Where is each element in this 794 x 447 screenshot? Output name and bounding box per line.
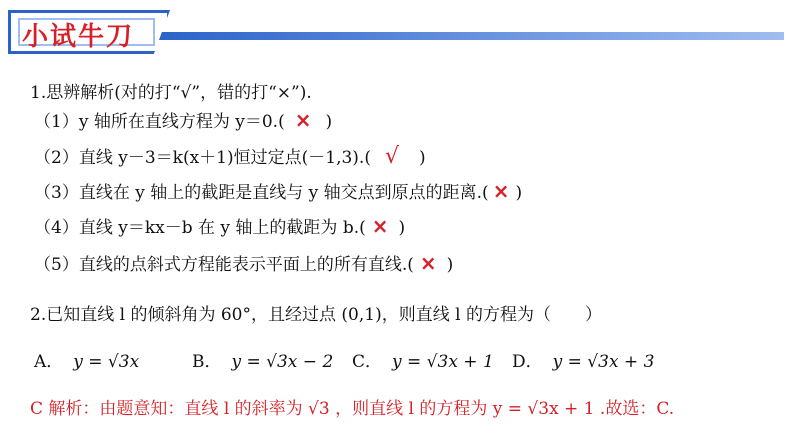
option-expression: y = √3x + 3 xyxy=(552,352,655,372)
check-mark: √ xyxy=(384,144,399,169)
option-label: D． xyxy=(512,352,543,372)
cross-mark: × xyxy=(492,179,510,203)
item-number: （3） xyxy=(34,183,79,203)
item-paren-close: ) xyxy=(446,255,454,275)
item-text: 直线在 y 轴上的截距是直线与 y 轴交点到原点的距离.( xyxy=(78,183,489,203)
question-1-item-4 xyxy=(34,213,405,238)
item-number: （4） xyxy=(34,218,79,238)
question-2-stem: 2.已知直线 l 的倾斜角为 60°，且经过点 (0,1)，则直线 l 的方程为（ ） xyxy=(30,305,602,325)
item-number: （2） xyxy=(34,148,79,168)
item-text: 直线 y－3＝k(x＋1)恒过定点(－1,3).( xyxy=(78,148,371,168)
option-b xyxy=(192,347,333,372)
option-expression: y = √3x xyxy=(73,352,140,372)
option-a xyxy=(34,347,139,372)
item-paren-close: ) xyxy=(325,112,333,132)
item-text: y 轴所在直线方程为 y＝0.( xyxy=(78,112,285,132)
item-number: （5） xyxy=(34,255,79,275)
item-paren-close: ) xyxy=(398,218,406,238)
item-text: 直线的点斜式方程能表示平面上的所有直线.( xyxy=(78,255,414,275)
question-1-item-3 xyxy=(34,178,522,203)
cross-mark: × xyxy=(371,214,389,238)
banner-stripe xyxy=(150,32,784,40)
option-label: C． xyxy=(352,352,383,372)
item-paren-close: ) xyxy=(419,148,426,168)
option-c xyxy=(352,347,494,372)
section-title: 小试牛刀 xyxy=(22,22,135,52)
question-1-item-5 xyxy=(34,250,453,275)
section-banner xyxy=(0,10,794,58)
cross-mark: × xyxy=(294,108,312,132)
question-1-intro: 1.思辨解析(对的打“√”，错的打“×”). xyxy=(30,83,312,103)
question-1-item-2 xyxy=(34,143,426,169)
option-d xyxy=(512,347,654,372)
item-paren-close: ) xyxy=(515,183,523,203)
cross-mark: × xyxy=(419,251,437,275)
option-label: B． xyxy=(192,352,222,372)
solution-text: C 解析：由题意知：直线 l 的斜率为 √3 ，则直线 l 的方程为 y = √3x + 1 .故选：C. xyxy=(30,399,675,419)
option-label: A． xyxy=(34,352,64,372)
item-number: （1） xyxy=(34,112,79,132)
question-1-item-1 xyxy=(34,107,332,132)
item-text: 直线 y＝kx－b 在 y 轴上的截距为 b.( xyxy=(78,218,366,238)
option-expression: y = √3x − 2 xyxy=(231,352,334,372)
option-expression: y = √3x + 1 xyxy=(392,352,494,372)
